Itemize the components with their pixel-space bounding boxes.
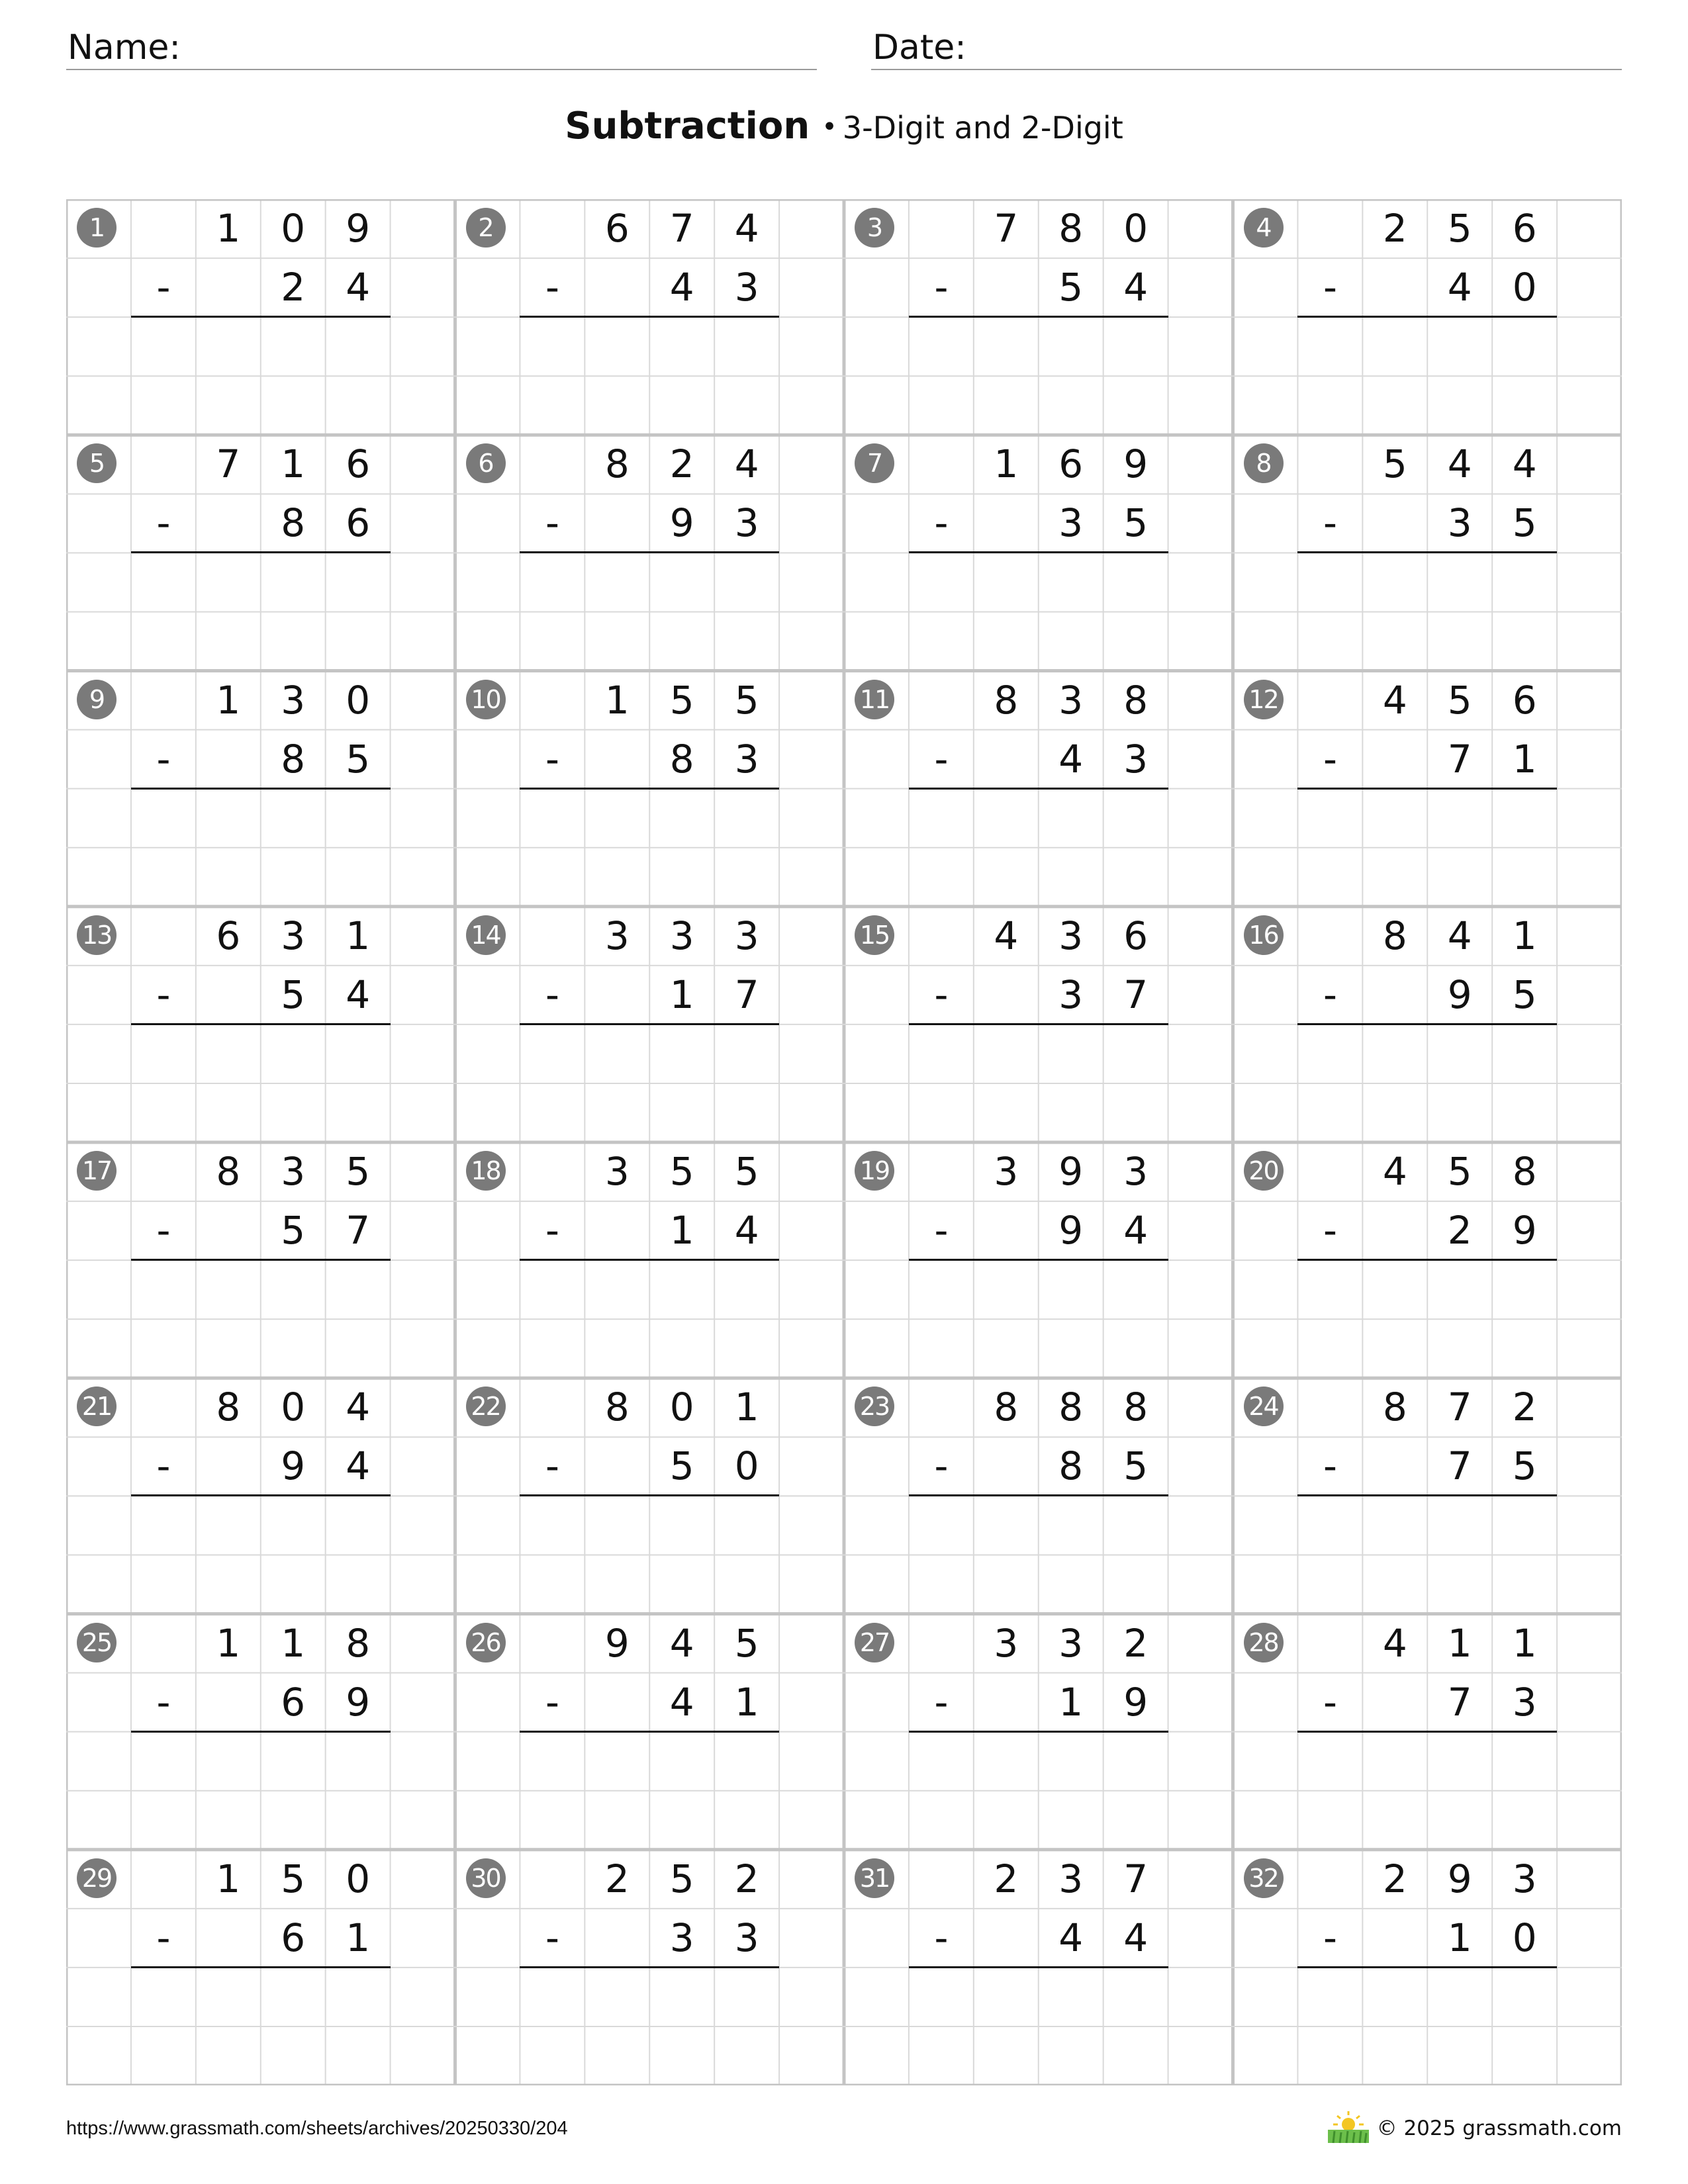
minus-sign: - — [934, 265, 949, 310]
subtrahend-digit: 8 — [281, 500, 306, 546]
minuend-digit: 1 — [216, 206, 241, 251]
minuend-digit: 5 — [669, 1856, 694, 1901]
minuend-digit: 9 — [1123, 441, 1149, 487]
subtrahend-digit: 4 — [346, 972, 371, 1017]
subtrahend-digit: 5 — [669, 1443, 694, 1489]
subtrahend-digit: 5 — [281, 972, 306, 1017]
minuend-digit: 1 — [734, 1385, 759, 1430]
answer-line — [131, 1259, 391, 1261]
minuend-digit: 2 — [1382, 1856, 1407, 1901]
grass-sun-logo-icon — [1327, 2109, 1370, 2144]
problem-number-badge: 28 — [1244, 1623, 1284, 1662]
minuend-digit: 2 — [1512, 1385, 1537, 1430]
subtrahend-digit: 9 — [669, 500, 694, 546]
answer-line — [909, 1023, 1168, 1025]
subtrahend-digit: 5 — [346, 736, 371, 782]
subtrahend-digit: 1 — [1058, 1679, 1084, 1725]
minus-sign: - — [156, 500, 171, 546]
minuend-digit: 8 — [1382, 913, 1407, 958]
minus-sign: - — [1323, 1443, 1337, 1489]
subtrahend-digit: 5 — [1512, 972, 1537, 1017]
minuend-digit: 8 — [346, 1620, 371, 1666]
minuend-digit: 1 — [216, 1856, 241, 1901]
subtrahend-digit: 7 — [1123, 972, 1149, 1017]
title-main: Subtraction — [565, 105, 810, 148]
subtrahend-digit: 5 — [281, 1208, 306, 1253]
subtrahend-digit: 3 — [734, 500, 759, 546]
minus-sign: - — [156, 1679, 171, 1725]
problem-number-badge: 32 — [1244, 1858, 1284, 1898]
minuend-digit: 5 — [1447, 1149, 1472, 1194]
subtrahend-digit: 8 — [1058, 1443, 1084, 1489]
problem-number-badge: 11 — [855, 680, 894, 719]
subtrahend-digit: 3 — [1123, 736, 1149, 782]
minuend-digit: 2 — [604, 1856, 630, 1901]
minuend-digit: 4 — [734, 441, 759, 487]
minuend-digit: 3 — [1123, 1149, 1149, 1194]
minus-sign: - — [1323, 500, 1337, 546]
footer-copyright: © 2025 grassmath.com — [1376, 2116, 1622, 2140]
subtrahend-digit: 0 — [1512, 1915, 1537, 1960]
subtrahend-digit: 3 — [669, 1915, 694, 1960]
answer-line — [131, 316, 391, 318]
subtrahend-digit: 4 — [1058, 1915, 1084, 1960]
minuend-digit: 5 — [1382, 441, 1407, 487]
minus-sign: - — [1323, 972, 1337, 1017]
problem-number-badge: 14 — [466, 915, 506, 955]
subtrahend-digit: 9 — [1447, 972, 1472, 1017]
minuend-digit: 3 — [1058, 677, 1084, 723]
minus-sign: - — [156, 265, 171, 310]
problem-number-badge: 22 — [466, 1387, 506, 1426]
minuend-digit: 0 — [281, 206, 306, 251]
minuend-digit: 7 — [1447, 1385, 1472, 1430]
minus-sign: - — [545, 736, 559, 782]
minus-sign: - — [1323, 1208, 1337, 1253]
minuend-digit: 8 — [1123, 1385, 1149, 1430]
subtrahend-digit: 4 — [1123, 1915, 1149, 1960]
answer-line — [909, 551, 1168, 553]
minus-sign: - — [545, 1915, 559, 1960]
minus-sign: - — [156, 1443, 171, 1489]
subtrahend-digit: 4 — [734, 1208, 759, 1253]
minuend-digit: 8 — [1058, 1385, 1084, 1430]
subtrahend-digit: 4 — [1058, 736, 1084, 782]
minuend-digit: 4 — [346, 1385, 371, 1430]
subtrahend-digit: 3 — [734, 736, 759, 782]
minuend-digit: 6 — [1512, 677, 1537, 723]
answer-line — [520, 1731, 779, 1733]
subtrahend-digit: 3 — [1512, 1679, 1537, 1725]
subtrahend-digit: 4 — [669, 265, 694, 310]
problem-number-badge: 13 — [77, 915, 117, 955]
problem-grid — [66, 199, 1622, 2085]
subtrahend-digit: 1 — [1447, 1915, 1472, 1960]
problem-number-badge: 20 — [1244, 1151, 1284, 1191]
problem-number-badge: 10 — [466, 680, 506, 719]
answer-line — [1297, 1023, 1557, 1025]
subtrahend-digit: 5 — [1512, 500, 1537, 546]
minuend-digit: 4 — [994, 913, 1019, 958]
minuend-digit: 3 — [1058, 1620, 1084, 1666]
subtrahend-digit: 7 — [1447, 1443, 1472, 1489]
subtrahend-digit: 4 — [1123, 1208, 1149, 1253]
minuend-digit: 3 — [281, 1149, 306, 1194]
minuend-digit: 4 — [1447, 913, 1472, 958]
minus-sign: - — [1323, 1679, 1337, 1725]
minus-sign: - — [1323, 1915, 1337, 1960]
problem-number-badge: 21 — [77, 1387, 117, 1426]
subtrahend-digit: 4 — [1123, 265, 1149, 310]
answer-line — [131, 1966, 391, 1968]
minuend-digit: 8 — [1382, 1385, 1407, 1430]
minuend-digit: 0 — [669, 1385, 694, 1430]
problem-number-badge: 26 — [466, 1623, 506, 1662]
problem-number-badge: 6 — [466, 443, 506, 483]
minus-sign: - — [545, 500, 559, 546]
problem-number-badge: 19 — [855, 1151, 894, 1191]
date-field[interactable] — [871, 25, 1622, 70]
minuend-digit: 3 — [734, 913, 759, 958]
minuend-digit: 0 — [281, 1385, 306, 1430]
minuend-digit: 1 — [1447, 1620, 1472, 1666]
subtrahend-digit: 3 — [1058, 972, 1084, 1017]
answer-line — [1297, 316, 1557, 318]
minuend-digit: 3 — [281, 677, 306, 723]
subtrahend-digit: 2 — [281, 265, 306, 310]
subtrahend-digit: 8 — [281, 736, 306, 782]
name-label: Name: — [68, 28, 181, 68]
answer-line — [1297, 788, 1557, 790]
answer-line — [1297, 551, 1557, 553]
problem-number-badge: 8 — [1244, 443, 1284, 483]
minuend-digit: 2 — [1382, 206, 1407, 251]
minuend-digit: 5 — [734, 677, 759, 723]
minus-sign: - — [934, 1443, 949, 1489]
subtrahend-digit: 9 — [1058, 1208, 1084, 1253]
subtrahend-digit: 9 — [1512, 1208, 1537, 1253]
minus-sign: - — [156, 736, 171, 782]
subtrahend-digit: 1 — [734, 1679, 759, 1725]
minus-sign: - — [156, 1208, 171, 1253]
minuend-digit: 2 — [669, 441, 694, 487]
minuend-digit: 5 — [346, 1149, 371, 1194]
minus-sign: - — [934, 1915, 949, 1960]
minuend-digit: 8 — [604, 441, 630, 487]
problem-number-badge: 12 — [1244, 680, 1284, 719]
minuend-digit: 6 — [1512, 206, 1537, 251]
subtrahend-digit: 4 — [346, 1443, 371, 1489]
subtrahend-digit: 4 — [346, 265, 371, 310]
title-bullet: • — [821, 112, 837, 142]
problem-number-badge: 30 — [466, 1858, 506, 1898]
subtrahend-digit: 5 — [1058, 265, 1084, 310]
minus-sign: - — [545, 972, 559, 1017]
minus-sign: - — [934, 500, 949, 546]
answer-line — [1297, 1494, 1557, 1496]
minuend-digit: 8 — [994, 677, 1019, 723]
answer-line — [131, 788, 391, 790]
answer-line — [520, 1966, 779, 1968]
subtrahend-digit: 0 — [734, 1443, 759, 1489]
answer-line — [520, 1023, 779, 1025]
minuend-digit: 5 — [734, 1620, 759, 1666]
answer-line — [1297, 1731, 1557, 1733]
minuend-digit: 5 — [669, 677, 694, 723]
minuend-digit: 4 — [1447, 441, 1472, 487]
minuend-digit: 0 — [346, 1856, 371, 1901]
minuend-digit: 8 — [216, 1149, 241, 1194]
minuend-digit: 7 — [216, 441, 241, 487]
minuend-digit: 2 — [1123, 1620, 1149, 1666]
minuend-digit: 8 — [1058, 206, 1084, 251]
subtrahend-digit: 6 — [281, 1915, 306, 1960]
minuend-digit: 4 — [1382, 677, 1407, 723]
answer-line — [909, 788, 1168, 790]
problem-number-badge: 3 — [855, 208, 894, 248]
subtrahend-digit: 9 — [346, 1679, 371, 1725]
subtrahend-digit: 9 — [281, 1443, 306, 1489]
minuend-digit: 7 — [669, 206, 694, 251]
minuend-digit: 8 — [604, 1385, 630, 1430]
minuend-digit: 1 — [346, 913, 371, 958]
answer-line — [909, 316, 1168, 318]
subtrahend-digit: 1 — [669, 1208, 694, 1253]
subtrahend-digit: 8 — [669, 736, 694, 782]
minus-sign: - — [156, 972, 171, 1017]
subtrahend-digit: 9 — [1123, 1679, 1149, 1725]
problem-number-badge: 31 — [855, 1858, 894, 1898]
minus-sign: - — [545, 1208, 559, 1253]
minuend-digit: 3 — [281, 913, 306, 958]
subtrahend-digit: 7 — [734, 972, 759, 1017]
subtrahend-digit: 3 — [734, 265, 759, 310]
problem-number-badge: 25 — [77, 1623, 117, 1662]
minuend-digit: 4 — [1382, 1620, 1407, 1666]
minus-sign: - — [156, 1915, 171, 1960]
minuend-digit: 8 — [1123, 677, 1149, 723]
subtrahend-digit: 7 — [1447, 736, 1472, 782]
minuend-digit: 1 — [1512, 1620, 1537, 1666]
minuend-digit: 7 — [1123, 1856, 1149, 1901]
minuend-digit: 1 — [281, 1620, 306, 1666]
subtrahend-digit: 1 — [669, 972, 694, 1017]
minuend-digit: 0 — [346, 677, 371, 723]
minuend-digit: 4 — [734, 206, 759, 251]
problem-number-badge: 27 — [855, 1623, 894, 1662]
answer-line — [909, 1966, 1168, 1968]
subtrahend-digit: 5 — [1123, 500, 1149, 546]
subtrahend-digit: 5 — [1512, 1443, 1537, 1489]
minuend-digit: 9 — [1447, 1856, 1472, 1901]
answer-line — [909, 1731, 1168, 1733]
name-field[interactable] — [66, 25, 817, 70]
subtrahend-digit: 3 — [1058, 500, 1084, 546]
minuend-digit: 4 — [1382, 1149, 1407, 1194]
minuend-digit: 1 — [604, 677, 630, 723]
problem-number-badge: 9 — [77, 680, 117, 719]
subtrahend-digit: 2 — [1447, 1208, 1472, 1253]
minuend-digit: 6 — [604, 206, 630, 251]
minuend-digit: 5 — [1447, 677, 1472, 723]
minuend-digit: 3 — [669, 913, 694, 958]
subtrahend-digit: 4 — [1447, 265, 1472, 310]
problem-number-badge: 18 — [466, 1151, 506, 1191]
minuend-digit: 3 — [994, 1149, 1019, 1194]
answer-line — [131, 1494, 391, 1496]
minuend-digit: 3 — [994, 1620, 1019, 1666]
minuend-digit: 5 — [281, 1856, 306, 1901]
title-subtitle: 3-Digit and 2-Digit — [842, 110, 1123, 146]
answer-line — [909, 1259, 1168, 1261]
minuend-digit: 2 — [734, 1856, 759, 1901]
minuend-digit: 3 — [1058, 913, 1084, 958]
minus-sign: - — [545, 1679, 559, 1725]
problem-number-badge: 17 — [77, 1151, 117, 1191]
minuend-digit: 1 — [1512, 913, 1537, 958]
minuend-digit: 1 — [216, 1620, 241, 1666]
subtrahend-digit: 7 — [346, 1208, 371, 1253]
answer-line — [520, 316, 779, 318]
minuend-digit: 9 — [1058, 1149, 1084, 1194]
subtrahend-digit: 6 — [346, 500, 371, 546]
answer-line — [131, 1023, 391, 1025]
minuend-digit: 6 — [1123, 913, 1149, 958]
minus-sign: - — [934, 736, 949, 782]
answer-line — [131, 1731, 391, 1733]
minuend-digit: 5 — [734, 1149, 759, 1194]
minuend-digit: 4 — [1512, 441, 1537, 487]
answer-line — [520, 1259, 779, 1261]
minus-sign: - — [545, 265, 559, 310]
minuend-digit: 2 — [994, 1856, 1019, 1901]
answer-line — [520, 788, 779, 790]
minuend-digit: 6 — [216, 913, 241, 958]
minuend-digit: 8 — [994, 1385, 1019, 1430]
answer-line — [1297, 1966, 1557, 1968]
minuend-digit: 9 — [604, 1620, 630, 1666]
minus-sign: - — [934, 1208, 949, 1253]
answer-line — [131, 551, 391, 553]
subtrahend-digit: 0 — [1512, 265, 1537, 310]
problem-number-badge: 24 — [1244, 1387, 1284, 1426]
subtrahend-digit: 4 — [669, 1679, 694, 1725]
problem-number-badge: 4 — [1244, 208, 1284, 248]
minuend-digit: 5 — [669, 1149, 694, 1194]
minuend-digit: 3 — [1058, 1856, 1084, 1901]
minuend-digit: 3 — [604, 1149, 630, 1194]
answer-line — [909, 1494, 1168, 1496]
minuend-digit: 1 — [216, 677, 241, 723]
problem-number-badge: 5 — [77, 443, 117, 483]
minuend-digit: 1 — [994, 441, 1019, 487]
minus-sign: - — [934, 1679, 949, 1725]
problem-number-badge: 23 — [855, 1387, 894, 1426]
problem-number-badge: 15 — [855, 915, 894, 955]
minus-sign: - — [934, 972, 949, 1017]
minus-sign: - — [1323, 265, 1337, 310]
minus-sign: - — [1323, 736, 1337, 782]
minuend-digit: 7 — [994, 206, 1019, 251]
subtrahend-digit: 3 — [1447, 500, 1472, 546]
worksheet-title — [0, 105, 1688, 148]
minuend-digit: 6 — [1058, 441, 1084, 487]
minuend-digit: 8 — [1512, 1149, 1537, 1194]
minuend-digit: 1 — [281, 441, 306, 487]
answer-line — [1297, 1259, 1557, 1261]
minuend-digit: 8 — [216, 1385, 241, 1430]
answer-line — [520, 1494, 779, 1496]
subtrahend-digit: 6 — [281, 1679, 306, 1725]
minuend-digit: 3 — [1512, 1856, 1537, 1901]
minuend-digit: 3 — [604, 913, 630, 958]
footer-url: https://www.grassmath.com/sheets/archives/20250330/204 — [66, 2118, 568, 2139]
answer-line — [520, 551, 779, 553]
subtrahend-digit: 7 — [1447, 1679, 1472, 1725]
problem-number-badge: 29 — [77, 1858, 117, 1898]
problem-number-badge: 7 — [855, 443, 894, 483]
date-label: Date: — [872, 28, 966, 68]
minuend-digit: 9 — [346, 206, 371, 251]
problem-number-badge: 16 — [1244, 915, 1284, 955]
minuend-digit: 0 — [1123, 206, 1149, 251]
subtrahend-digit: 1 — [1512, 736, 1537, 782]
subtrahend-digit: 3 — [734, 1915, 759, 1960]
minuend-digit: 5 — [1447, 206, 1472, 251]
minus-sign: - — [545, 1443, 559, 1489]
subtrahend-digit: 5 — [1123, 1443, 1149, 1489]
problem-number-badge: 2 — [466, 208, 506, 248]
minuend-digit: 6 — [346, 441, 371, 487]
minuend-digit: 4 — [669, 1620, 694, 1666]
problem-number-badge: 1 — [77, 208, 117, 248]
subtrahend-digit: 1 — [346, 1915, 371, 1960]
